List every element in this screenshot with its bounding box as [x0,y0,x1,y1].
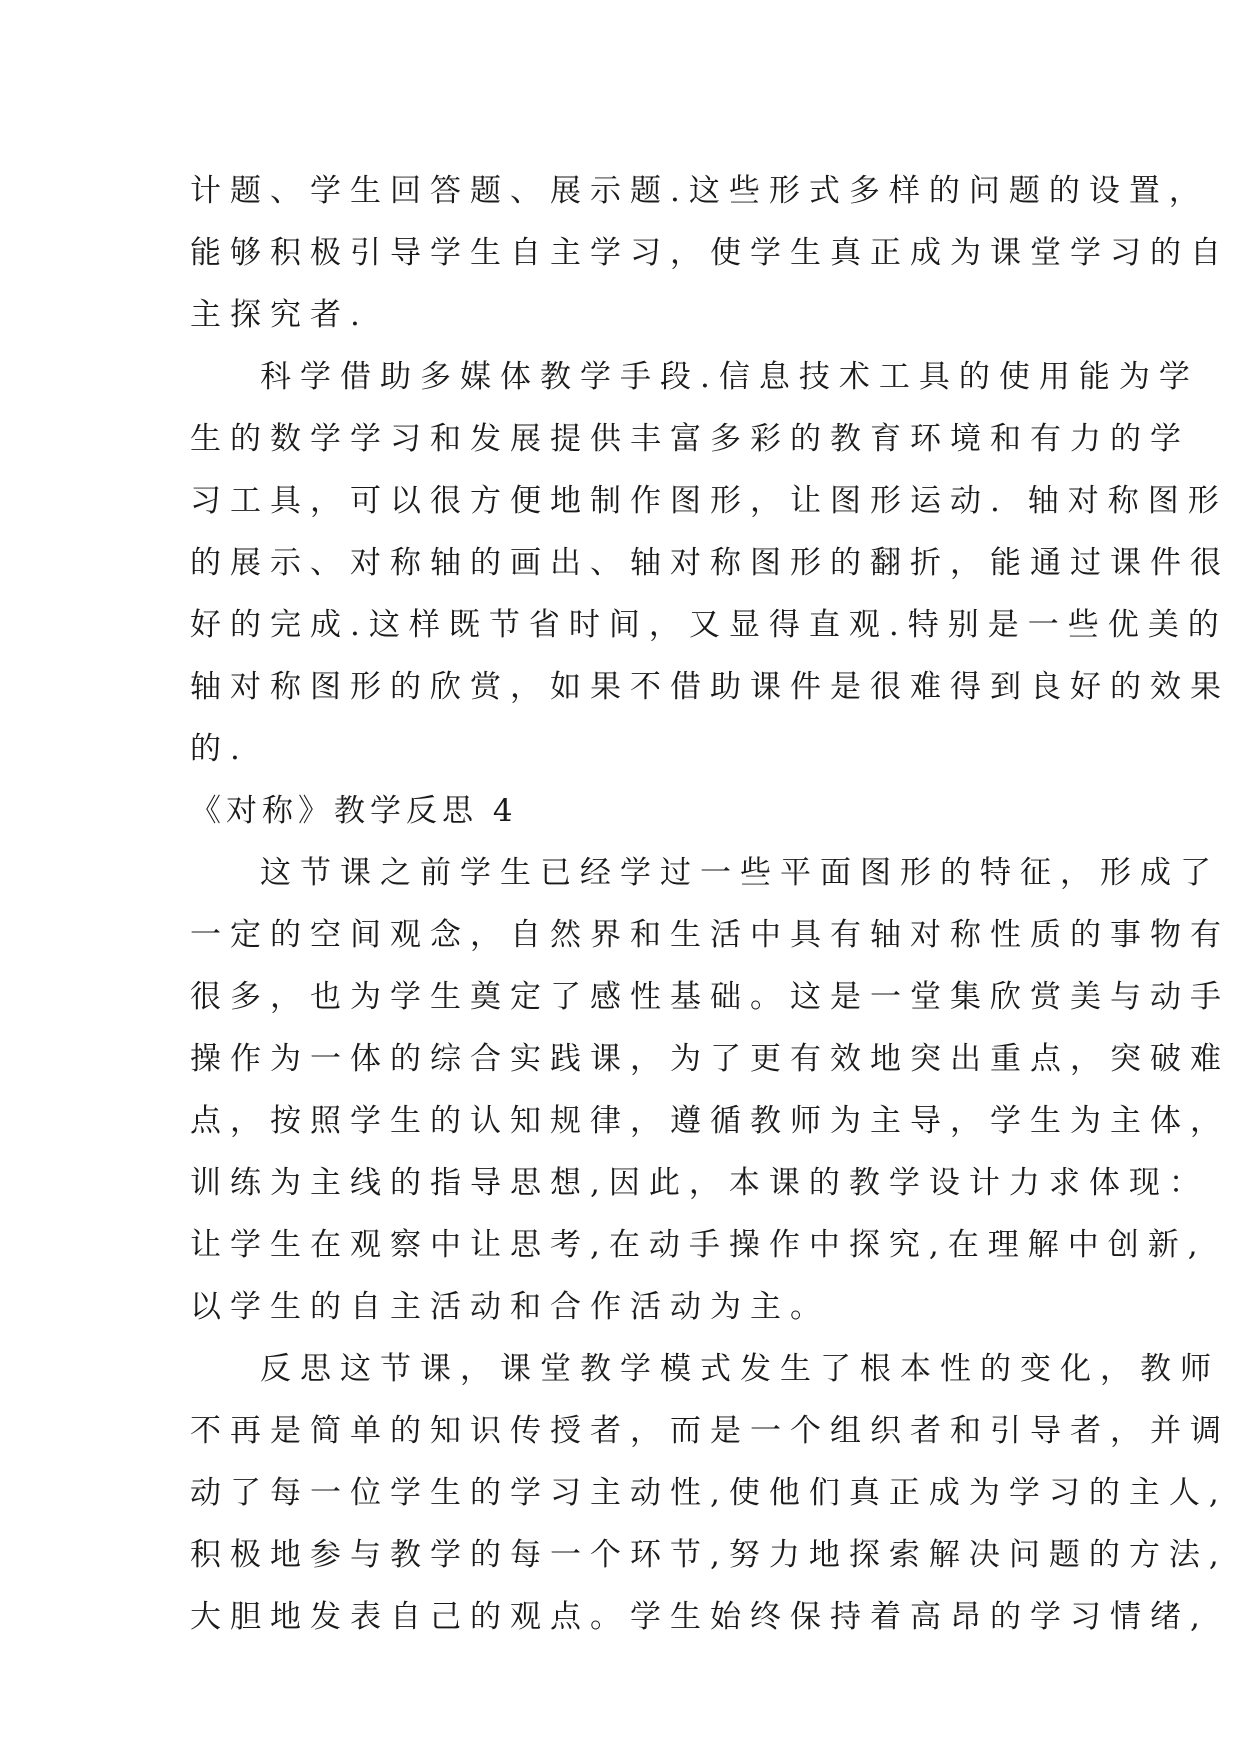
text-line: 计题、学生回答题、展示题.这些形式多样的问题的设置， [190,173,1209,209]
text-line: 生的数学学习和发展提供丰富多彩的教育环境和有力的学 [190,421,1190,457]
text-line: 大胆地发表自己的观点。学生始终保持着高昂的学习情绪, [190,1599,1209,1635]
text-line: 很多，也为学生奠定了感性基础。这是一堂集欣赏美与动手 [190,979,1230,1015]
text-line: 习工具，可以很方便地制作图形，让图形运动. 轴对称图形 [190,483,1228,519]
text-line: 操作为一体的综合实践课，为了更有效地突出重点，突破难 [190,1041,1230,1077]
section-heading: 《对称》教学反思 4 [190,793,518,829]
text-line: 的展示、对称轴的画出、轴对称图形的翻折，能通过课件很 [190,545,1230,581]
text-line: 的. [190,731,249,767]
text-line: 让学生在观察中让思考,在动手操作中探究,在理解中创新, [190,1227,1207,1263]
text-line: 以学生的自主活动和合作活动为主。 [190,1289,830,1325]
paragraph-first-line: 这节课之前学生已经学过一些平面图形的特征，形成了 [260,855,1220,891]
text-line: 动了每一位学生的学习主动性,使他们真正成为学习的主人, [190,1475,1228,1511]
paragraph-first-line: 科学借助多媒体教学手段.信息技术工具的使用能为学 [260,359,1199,395]
text-line: 训练为主线的指导思想,因此，本课的教学设计力求体现： [190,1165,1209,1201]
text-line: 好的完成.这样既节省时间，又显得直观.特别是一些优美的 [190,607,1228,643]
text-line: 能够积极引导学生自主学习，使学生真正成为课堂学习的自 [190,235,1230,271]
text-line: 主探究者. [190,297,369,333]
paragraph-first-line: 反思这节课，课堂教学模式发生了根本性的变化，教师 [260,1351,1220,1387]
text-line: 点，按照学生的认知规律，遵循教师为主导，学生为主体， [190,1103,1230,1139]
text-line: 一定的空间观念，自然界和生活中具有轴对称性质的事物有 [190,917,1230,953]
document-body [190,160,1230,1648]
text-line: 轴对称图形的欣赏，如果不借助课件是很难得到良好的效果 [190,669,1230,705]
text-line: 积极地参与教学的每一个环节,努力地探索解决问题的方法, [190,1537,1228,1573]
text-line: 不再是简单的知识传授者，而是一个组织者和引导者，并调 [190,1413,1230,1449]
